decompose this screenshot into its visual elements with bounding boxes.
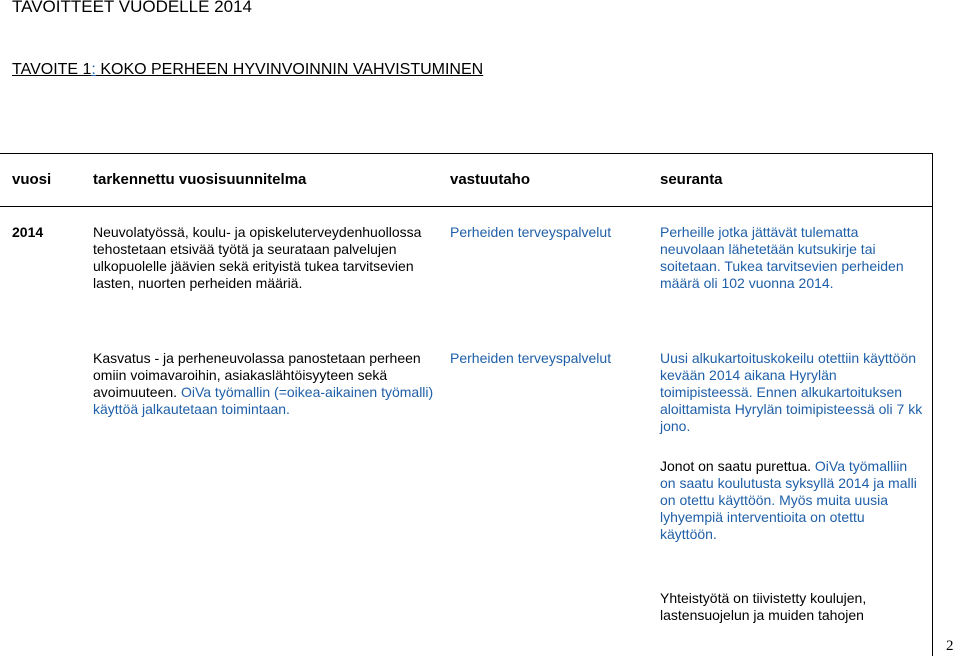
header-monitoring: seuranta [660, 171, 723, 188]
header-plan: tarkennettu vuosisuunnitelma [93, 171, 307, 188]
row2-monitoring-p1: Uusi alkukartoituskokeilu otettiin käyttöön kevään 2014 aikana Hyrylän toimipisteessä. Ennen alkukartoituksen aloittamista Hyrylän toimipisteessä oli 7 kk jono. [660, 350, 923, 434]
row2-plan-text-1: Kasvatus - ja perheneuvolassa panostetaan perheen omiin voimavaroihin, asiakaslähtöisyyteen sekä avoimuuteen. [93, 350, 421, 400]
row2-monitoring-p2 [660, 458, 925, 543]
row2-plan-text-2: OiVa työmallin (=oikea-aikainen työmalli) käyttöä jalkautetaan toimintaan. [93, 384, 434, 417]
row1-plan: Neuvolatyössä, koulu- ja opiskeluterveydenhuollossa tehostetaan etsivää työtä ja seurataan palvelujen ulkopuolelle jäävien sekä erityistä tukea tarvitsevien lasten, nuorten perheiden määriä. [93, 224, 422, 291]
row2-plan [93, 350, 438, 418]
row2-monitoring-p3: Yhteistyötä on tiivistetty koulujen, lastensuojelun ja muiden tahojen [660, 590, 867, 623]
row1-year: 2014 [12, 224, 44, 240]
row2-monitoring-p2-text-1: Jonot on saatu purettua. [660, 458, 811, 474]
row1-responsible: Perheiden terveyspalvelut [450, 224, 612, 240]
row2-monitoring-p2-text-2: OiVa työmalliin on saatu koulutusta syksyllä 2014 ja malli on otettu käyttöön. Myös muita uusia lyhyempiä interventioita on otettu käyttöön. [660, 458, 917, 542]
row1-monitoring: Perheille jotka jättävät tulematta neuvolaan lähetetään kutsukirje tai soitetaan. Tukea tarvitsevien perheiden määrä oli 102 vuonna 2014. [660, 224, 904, 291]
goal-colon: : [91, 61, 96, 78]
page-title: TAVOITTEET VUODELLE 2014 [12, 0, 252, 16]
goal-heading [12, 60, 483, 80]
goal-prefix: TAVOITE 1 [12, 61, 92, 78]
header-year: vuosi [12, 171, 52, 188]
header-responsible: vastuutaho [450, 171, 531, 188]
page-number: 2 [946, 638, 954, 654]
table-header-border [0, 206, 933, 207]
goal-text: KOKO PERHEEN HYVINVOINNIN VAHVISTUMINEN [95, 61, 484, 78]
table-right-border [932, 153, 933, 656]
row2-responsible: Perheiden terveyspalvelut [450, 350, 612, 366]
table-top-border [0, 153, 933, 154]
